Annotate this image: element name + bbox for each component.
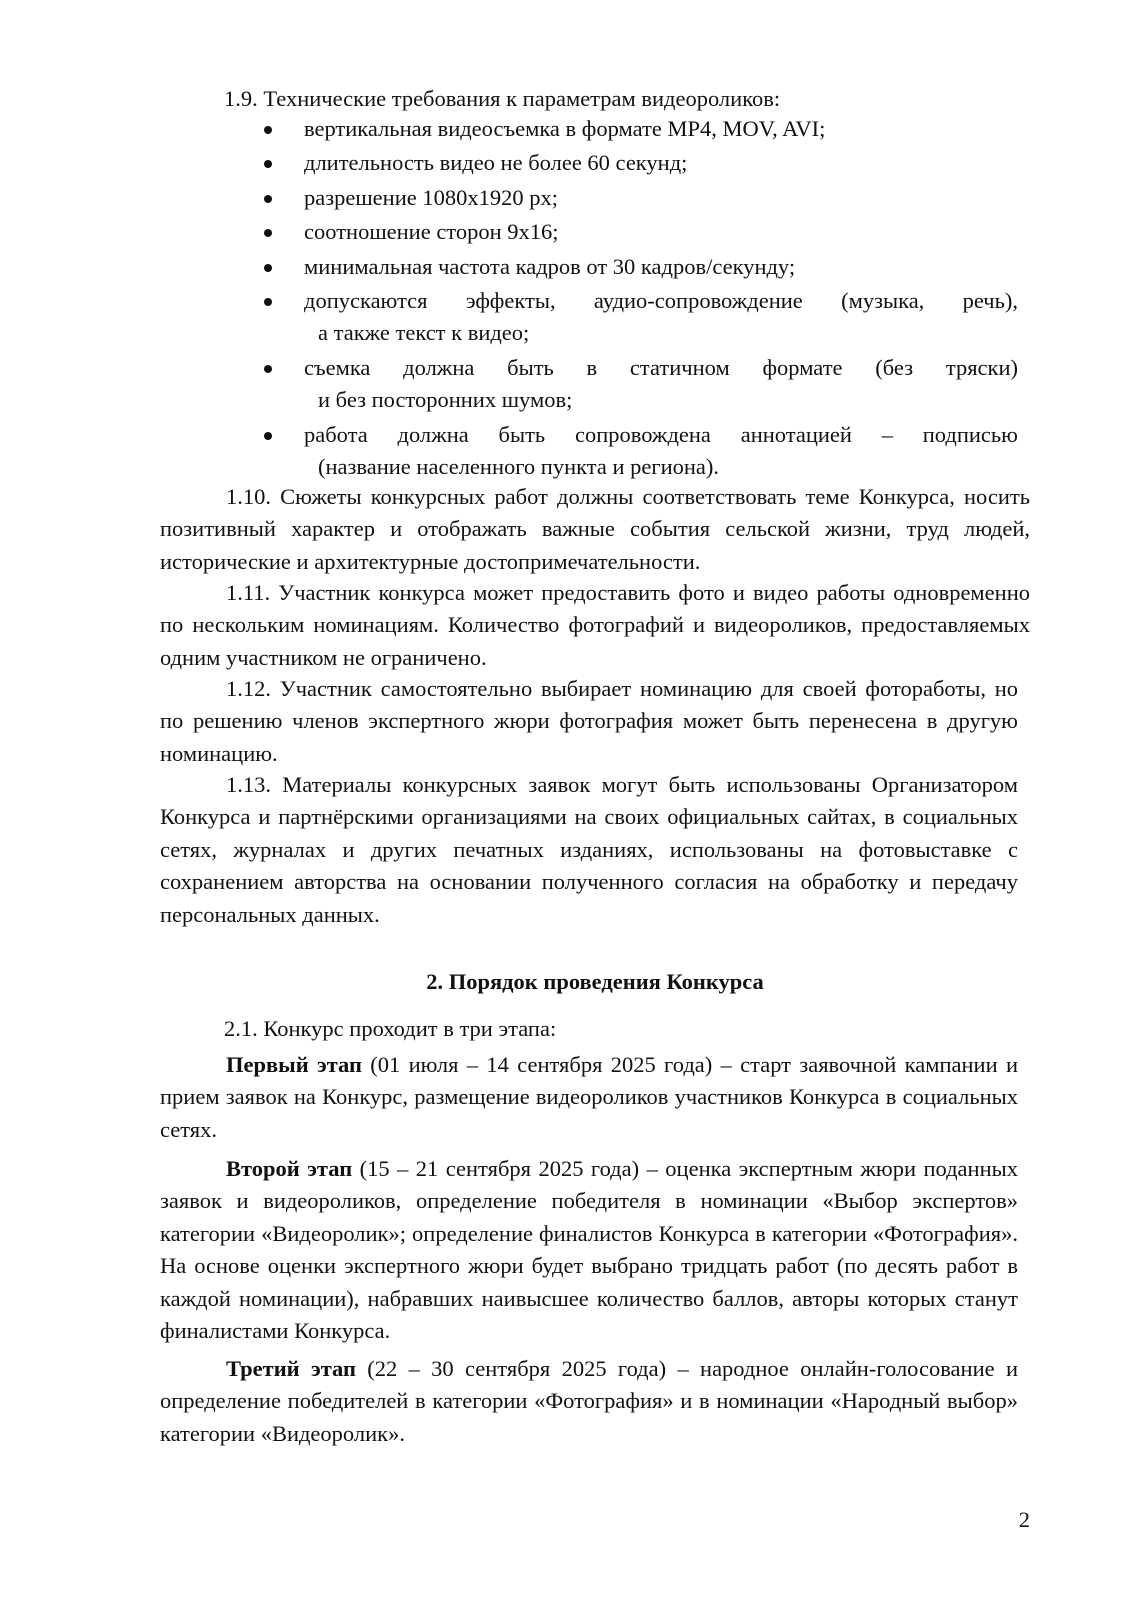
bullet-icon: [264, 365, 272, 373]
list-item-text: длительность видео не более 60 секунд;: [304, 150, 688, 176]
section-1-9-title: 1.9. Технические требования к параметрам видеороликов:: [224, 86, 781, 111]
list-item-text: работа должна быть сопровождена аннотацией – подписью: [304, 421, 1018, 447]
list-item-text: вертикальная видеосъемка в формате MP4, MOV, AVI;: [304, 116, 826, 141]
bullet-icon: [264, 160, 272, 168]
stage-1-text: (01 июля – 14 сентября 2025 года) – старт заявочной кампании и прием заявок на Конкурс, размещение видеороликов участников Конкурса в социальных сетях.: [160, 1052, 1018, 1142]
stage-2-text: (15 – 21 сентября 2025 года) – оценка экспертным жюри поданных заявок и видеороликов, определение победителя в номинации «Выбор экспертов» категории «Видеоролик»; определение финалистов Конкурса в категории «Фотография». На основе оценки экспертного жюри будет выбрано тридцать работ (по десять работ в каждой номинации), набравших наивысшее количество баллов, авторы которых станут финалистами Конкурса.: [160, 1156, 1018, 1344]
list-item-continuation: а также текст к видео;: [318, 320, 530, 346]
stage-1-label: Первый этап: [226, 1052, 362, 1077]
stage-2-paragraph: [160, 1153, 1018, 1347]
bullet-icon: [264, 126, 272, 134]
list-item-continuation: и без посторонних шумов;: [318, 387, 573, 413]
list-item: [262, 182, 1018, 214]
page-number: 2: [1018, 1507, 1030, 1532]
list-item: [262, 147, 1018, 179]
stage-1-paragraph: [160, 1049, 1018, 1146]
stage-2-label: Второй этап: [226, 1156, 353, 1181]
section-2-heading: 2. Порядок проведения Конкурса: [426, 969, 764, 994]
list-item-text: съемка должна быть в статичном формате (без тряски): [304, 354, 1018, 380]
bullet-icon: [264, 195, 272, 203]
paragraph-1-12: 1.12. Участник самостоятельно выбирает номинацию для своей фотоработы, но по решению членов экспертного жюри фотография может быть перенесена в другую номинацию.: [160, 676, 1018, 766]
section-2-intro: 2.1. Конкурс проходит в три этапа:: [224, 1016, 557, 1041]
stage-3-label: Третий этап: [226, 1356, 356, 1381]
bullet-icon: [264, 229, 272, 237]
list-item-text: минимальная частота кадров от 30 кадров/секунду;: [304, 253, 796, 279]
list-item: [262, 352, 1018, 417]
bullet-icon: [264, 298, 272, 306]
paragraph-1-10: 1.10. Сюжеты конкурсных работ должны соответствовать теме Конкурса, носить позитивный характер и отображать важные события сельской жизни, труд людей, исторические и архитектурные достопримечательности.: [160, 484, 1030, 574]
list-item: [262, 285, 1018, 350]
stage-3-text: (22 – 30 сентября 2025 года) – народное онлайн-голосование и определение победителей в категории «Фотография» и в номинации «Народный выбор» категории «Видеоролик».: [160, 1356, 1018, 1446]
list-item-text: соотношение сторон 9х16;: [304, 219, 559, 245]
list-item-text: допускаются эффекты, аудио-сопровождение (музыка, речь),: [304, 288, 1018, 314]
list-item: [262, 251, 1018, 283]
bullet-icon: [264, 264, 272, 272]
paragraph-1-11: 1.11. Участник конкурса может предоставить фото и видео работы одновременно по нескольким номинациям. Количество фотографий и видеороликов, предоставляемых одним участником не ограничено.: [160, 580, 1030, 670]
paragraph-1-13: 1.13. Материалы конкурсных заявок могут быть использованы Организатором Конкурса и партнёрскими организациями на своих официальных сайтах, в социальных сетях, журналах и других печатных изданиях, использованы на фотовыставке с сохранением авторства на основании полученного согласия на обработку и передачу персональных данных.: [160, 772, 1018, 927]
list-item: [262, 113, 1018, 145]
bullet-icon: [264, 432, 272, 440]
list-item: [262, 419, 1018, 484]
list-item-text: разрешение 1080х1920 px;: [304, 184, 558, 210]
list-item-continuation: (название населенного пункта и региона).: [318, 454, 720, 480]
stage-3-paragraph: [160, 1353, 1018, 1450]
list-item: [262, 216, 1018, 248]
requirements-list: [262, 113, 1018, 485]
